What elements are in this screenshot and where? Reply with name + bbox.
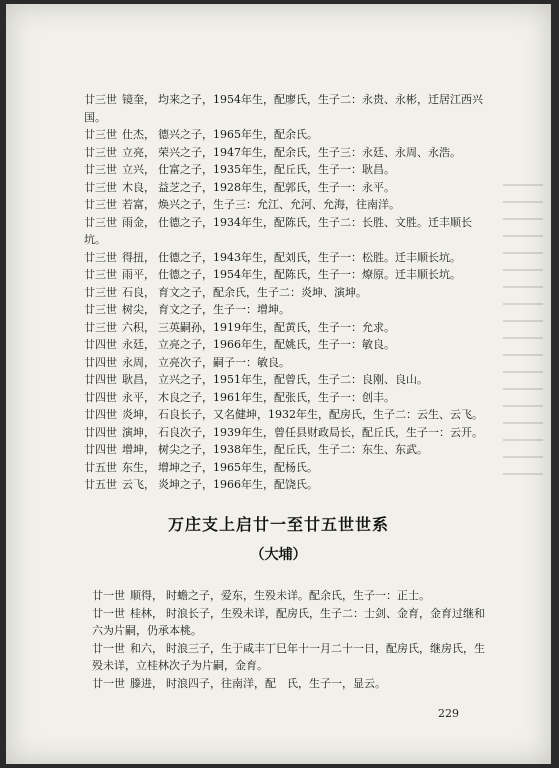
entry-text: 立亮次子，嗣子一：敏良。 [158,355,290,369]
entry-text: 立兴之子，1951年生，配曾氏，生子二：良刚、良山。 [158,373,428,386]
entry-text: 仕德之子，1934年生，配陈氏，生子二：长胜、文胜。迁丰顺长 [158,215,472,229]
entry-text: 时浪三子，生于咸丰丁巳年十一月二十一日，配房氏，继房氏，生 [166,641,485,655]
person-name: 树尖， [122,303,155,316]
entry-text: 殁未详，立桂林次子为片嗣，金育。 [92,659,268,672]
entry-continuation-line [84,109,504,127]
genealogy-entry [92,605,512,623]
person-name: 耿昌， [122,373,155,386]
generation-label: 廿四世 [84,355,117,369]
entry-text: 三英嗣孙，1919年生，配黄氏，生子一：允求。 [158,320,395,334]
person-name: 六积， [122,320,155,334]
entry-text: 时浪四子，往南洋，配 氏，生子一，显云。 [166,676,386,690]
genealogy-entry [84,354,504,372]
page-number: 229 [438,707,459,720]
entry-text: 国。 [84,110,106,124]
entry-text: 六为片嗣，仍承本桃。 [92,624,202,637]
entry-text: 坑。 [84,233,106,246]
person-name: 雨金， [122,215,155,229]
section-subtitle: （大埔） [250,547,307,563]
genealogy-entry [84,249,504,267]
entry-text: 时蟾之子，爱东，生殁未详。配余氏，生子一：正士。 [166,589,430,602]
genealogy-entry [84,459,504,477]
entry-text: 焕兴之子，生子三：允江、允河、允海，往南洋。 [158,198,400,211]
genealogy-entry [84,424,504,442]
entry-text: 石良长子，又名健坤，1932年生，配房氏，生子二：云生、云飞。 [158,408,483,421]
person-name: 演坤， [122,425,155,439]
generation-label: 廿三世 [84,145,117,159]
genealogy-entry [84,336,504,354]
genealogy-entry [84,179,504,197]
generation-label: 廿三世 [84,128,117,141]
person-name: 永平， [122,390,155,404]
person-name: 永廷， [122,338,155,351]
genealogy-entry [84,319,504,337]
entry-continuation-line [84,231,504,249]
entry-text: 育文之子，配余氏，生子二：炎坤、演坤。 [158,285,367,299]
genealogy-entry [84,389,504,407]
generation-label: 廿四世 [84,338,117,351]
entry-text: 增坤之子，1965年生，配杨氏。 [158,460,318,474]
generation-label: 廿三世 [84,215,117,229]
person-name: 桂林， [130,606,163,620]
person-name: 仕杰， [122,128,155,141]
person-name: 东生， [122,460,155,474]
person-name: 木良， [122,180,155,194]
genealogy-entry [92,587,512,605]
genealogy-entry [84,371,504,389]
generation-label: 廿五世 [84,460,117,474]
entry-text: 德兴之子，1965年生，配余氏。 [158,128,318,141]
generation-label: 廿四世 [84,408,117,421]
person-name: 镜奎， [122,93,155,106]
generation-label: 廿三世 [84,180,117,194]
genealogy-entry [84,161,504,179]
genealogy-entry [84,196,504,214]
entry-text: 仕德之子，1954年生，配陈氏，生子一：燎原。迁丰顺长坑。 [158,268,461,281]
generation-label: 廿一世 [92,589,125,602]
genealogy-entries-top [84,91,504,494]
entry-continuation-line [92,622,512,640]
entry-text: 均来之子，1954年生，配廖氏，生子二：永贵、永彬，迁居江西兴 [158,93,483,106]
person-name: 石良， [122,285,155,299]
entry-continuation-line [92,657,512,675]
generation-label: 廿一世 [92,641,125,655]
person-name: 永周， [122,355,155,369]
generation-label: 廿一世 [92,606,125,620]
genealogy-entries-bottom [92,587,512,692]
person-name: 增坤， [122,443,155,456]
entry-text: 荣兴之子，1947年生，配余氏，生子三：永廷、永周、永浩。 [158,145,461,159]
genealogy-entry [84,476,504,494]
generation-label: 廿三世 [84,303,117,316]
generation-label: 廿四世 [84,443,117,456]
genealogy-entry [84,406,504,424]
generation-label: 廿三世 [84,285,117,299]
person-name: 若富， [122,198,155,211]
entry-text: 仕富之子，1935年生，配丘氏，生子一：耿昌。 [158,163,395,176]
generation-label: 廿三世 [84,93,117,106]
person-name: 和六， [130,641,163,655]
genealogy-entry [84,126,504,144]
genealogy-entry [92,640,512,658]
entry-text: 育文之子，生子一：增坤。 [158,303,290,316]
document-page [6,4,551,764]
person-name: 顺得， [130,589,163,602]
generation-label: 廿三世 [84,268,117,281]
generation-label: 廿一世 [92,676,125,690]
person-name: 雨平， [122,268,155,281]
person-name: 滕进， [130,676,163,690]
genealogy-entry [84,91,504,109]
entry-text: 炎坤之子，1966年生，配饶氏。 [158,478,318,491]
generation-label: 廿四世 [84,425,117,439]
genealogy-entry [92,675,512,693]
genealogy-entry [84,266,504,284]
genealogy-entry [84,441,504,459]
entry-text: 树尖之子，1938年生，配丘氏，生子二：东生、东武。 [158,443,428,456]
entry-text: 立亮之子，1966年生，配姚氏，生子一：敏良。 [158,338,395,351]
entry-text: 木良之子，1961年生，配张氏，生子一：创丰。 [158,390,395,404]
entry-text: 仕德之子，1943年生，配刘氏，生子一：松胜。迁丰顺长坑。 [158,250,461,264]
generation-label: 廿五世 [84,478,117,491]
genealogy-entry [84,214,504,232]
person-name: 云飞， [122,478,155,491]
generation-label: 廿三世 [84,320,117,334]
generation-label: 廿三世 [84,250,117,264]
bleed-through-shadow [503,184,543,484]
entry-text: 益芝之子，1928年生，配郭氏，生子一：永平。 [158,180,395,194]
person-name: 立兴， [122,163,155,176]
entry-text: 时浪长子，生殁未详，配房氏，生子二：士剑、金育，金育过继和 [166,606,485,620]
person-name: 炎坤， [122,408,155,421]
generation-label: 廿三世 [84,163,117,176]
entry-text: 石良次子，1939年生，曾任县财政局长，配丘氏，生子一：云开。 [158,425,483,439]
generation-label: 廿四世 [84,390,117,404]
person-name: 立亮， [122,145,155,159]
genealogy-entry [84,301,504,319]
generation-label: 廿三世 [84,198,117,211]
section-title: 万庄支上启廿一至廿五世世系 [167,515,389,534]
generation-label: 廿四世 [84,373,117,386]
person-name: 得扭， [122,250,155,264]
genealogy-entry [84,144,504,162]
genealogy-entry [84,284,504,302]
